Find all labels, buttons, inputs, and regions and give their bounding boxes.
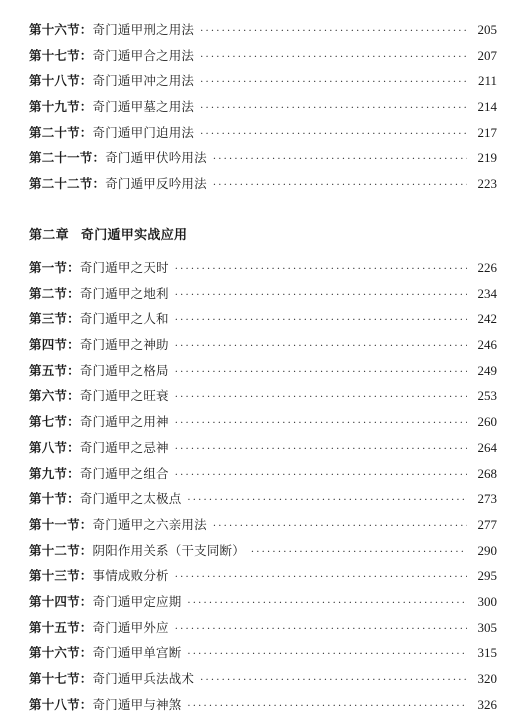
section-title: 奇门遁甲兵法战术 (92, 671, 195, 686)
section-number: 第十六节： (29, 22, 93, 37)
page-number: 273 (477, 491, 497, 507)
section-title: 奇门遁甲合之用法 (92, 47, 195, 63)
toc-section-chapter2 (29, 255, 497, 717)
page-number: 253 (477, 388, 497, 404)
chapter-heading (29, 224, 187, 243)
toc-entry (29, 512, 497, 538)
toc-entry (29, 306, 497, 332)
section-title: 奇门遁甲刑之用法 (92, 22, 195, 37)
toc-entry (29, 17, 497, 43)
toc-entry-label (29, 281, 169, 307)
page-number: 207 (477, 47, 497, 63)
page-number: 290 (477, 542, 497, 558)
toc-entry-label (29, 538, 245, 564)
dot-leader (200, 122, 467, 148)
dot-leader (175, 385, 467, 411)
chapter-number: 第二章 (29, 228, 69, 243)
section-number: 第六节： (29, 388, 80, 404)
toc-entry-label (29, 306, 169, 332)
toc-entry (29, 640, 497, 666)
dot-leader (200, 96, 467, 122)
dot-leader (187, 591, 467, 617)
dot-leader (175, 334, 467, 360)
toc-entry (29, 68, 497, 94)
toc-entry-label (29, 589, 181, 615)
section-title: 奇门遁甲反吟用法 (105, 176, 207, 192)
section-number: 第十八节： (29, 73, 93, 89)
section-title: 奇门遁甲伏吟用法 (105, 150, 207, 166)
dot-leader (200, 70, 467, 96)
toc-entry (29, 435, 497, 461)
toc-entry (29, 358, 497, 384)
section-number: 第十二节： (29, 542, 93, 558)
dot-leader (251, 540, 467, 566)
page-number: 295 (477, 568, 497, 584)
toc-entry (29, 120, 497, 146)
toc-entry (29, 409, 497, 435)
dot-leader (213, 514, 467, 540)
page-number: 277 (477, 516, 497, 532)
toc-entry-label (29, 640, 181, 666)
section-title: 奇门遁甲之组合 (79, 465, 169, 481)
toc-entry-label (29, 68, 194, 94)
toc-entry (29, 94, 497, 120)
section-title: 阴阳作用关系（干支同断） (92, 542, 245, 558)
toc-entry (29, 615, 497, 641)
chapter-title: 奇门遁甲实战应用 (80, 228, 188, 243)
dot-leader (175, 411, 467, 437)
section-number: 第十七节： (29, 47, 93, 63)
section-number: 第十节： (29, 491, 80, 507)
page-number: 242 (477, 311, 497, 327)
toc-entry-label (29, 409, 169, 435)
dot-leader (187, 642, 467, 668)
section-title: 奇门遁甲与神煞 (92, 696, 182, 712)
dot-leader (175, 360, 467, 386)
dot-leader (213, 173, 467, 199)
section-number: 第八节： (29, 439, 80, 455)
toc-entry-label (29, 17, 194, 43)
section-title: 奇门遁甲外应 (92, 619, 169, 635)
toc-entry-label (29, 692, 181, 718)
section-number: 第十四节： (29, 593, 93, 609)
section-number: 第二十二节： (29, 176, 106, 192)
section-number: 第九节： (29, 465, 80, 481)
page-number: 246 (477, 337, 497, 353)
toc-entry (29, 692, 497, 718)
toc-entry-label (29, 666, 194, 692)
page-number: 214 (477, 99, 497, 115)
page-number: 264 (477, 439, 497, 455)
toc-entry-label (29, 563, 169, 589)
toc-entry-label (29, 145, 207, 171)
section-number: 第十九节： (29, 99, 93, 115)
section-title: 奇门遁甲之太极点 (79, 491, 182, 507)
toc-entry-label (29, 120, 194, 146)
dot-leader (213, 147, 467, 173)
toc-entry-label (29, 615, 169, 641)
toc-entry-label (29, 435, 169, 461)
section-title: 奇门遁甲之神助 (79, 337, 169, 353)
dot-leader (175, 283, 467, 309)
page-number: 211 (477, 73, 497, 89)
toc-entry (29, 171, 497, 197)
section-title: 奇门遁甲定应期 (92, 593, 182, 609)
toc-entry (29, 281, 497, 307)
dot-leader (175, 308, 467, 334)
section-title: 奇门遁甲冲之用法 (92, 73, 195, 89)
dot-leader (175, 617, 467, 643)
page-number: 234 (477, 285, 497, 301)
section-number: 第十八节： (29, 696, 93, 712)
dot-leader (200, 45, 467, 71)
section-number: 第一节： (29, 260, 80, 275)
section-number: 第四节： (29, 337, 80, 353)
section-number: 第十三节： (29, 568, 93, 584)
section-title: 奇门遁甲之旺衰 (79, 388, 169, 404)
toc-entry (29, 589, 497, 615)
section-title: 奇门遁甲墓之用法 (92, 99, 195, 115)
section-number: 第十六节： (29, 645, 93, 661)
section-title: 奇门遁甲之地利 (79, 285, 169, 301)
page-number: 315 (477, 645, 497, 661)
toc-entry-label (29, 94, 194, 120)
section-number: 第二节： (29, 285, 80, 301)
section-title: 奇门遁甲之格局 (79, 362, 169, 378)
page-number: 217 (477, 124, 497, 140)
toc-entry-label (29, 332, 169, 358)
toc-entry-label (29, 383, 169, 409)
section-title: 奇门遁甲单宫断 (92, 645, 182, 661)
section-number: 第二十节： (29, 124, 93, 140)
toc-entry (29, 563, 497, 589)
toc-entry-label (29, 255, 169, 281)
section-title: 奇门遁甲之忌神 (79, 439, 169, 455)
section-number: 第三节： (29, 311, 80, 327)
dot-leader (187, 694, 467, 719)
toc-entry (29, 332, 497, 358)
toc-entry (29, 538, 497, 564)
section-number: 第十五节： (29, 619, 93, 635)
toc-entry-label (29, 43, 194, 69)
page-number: 268 (477, 465, 497, 481)
section-title: 奇门遁甲之用神 (79, 414, 169, 430)
section-title: 奇门遁甲之天时 (79, 260, 169, 275)
page-number: 249 (477, 362, 497, 378)
page-number: 205 (477, 22, 497, 37)
toc-entry-label (29, 461, 169, 487)
section-number: 第五节： (29, 362, 80, 378)
toc-entry (29, 383, 497, 409)
dot-leader (200, 19, 467, 45)
toc-entry (29, 43, 497, 69)
page-number: 223 (477, 176, 497, 192)
page-number: 300 (477, 593, 497, 609)
dot-leader (175, 257, 467, 283)
dot-leader (175, 463, 467, 489)
toc-entry-label (29, 486, 181, 512)
page-number: 260 (477, 414, 497, 430)
page-number: 219 (477, 150, 497, 166)
section-number: 第十七节： (29, 671, 93, 686)
toc-entry-label (29, 512, 207, 538)
dot-leader (200, 668, 467, 694)
page-number: 226 (477, 260, 497, 275)
toc-entry-label (29, 171, 207, 197)
dot-leader (175, 565, 467, 591)
toc-entry (29, 255, 497, 281)
section-title: 奇门遁甲之六亲用法 (92, 516, 207, 532)
section-number: 第二十一节： (29, 150, 106, 166)
dot-leader (175, 437, 467, 463)
toc-entry-label (29, 358, 169, 384)
section-title: 奇门遁甲门迫用法 (92, 124, 195, 140)
section-number: 第十一节： (29, 516, 93, 532)
toc-section-chapter1-tail (29, 17, 497, 197)
section-title: 事情成败分析 (92, 568, 169, 584)
toc-entry (29, 486, 497, 512)
page-number: 305 (477, 619, 497, 635)
toc-entry (29, 145, 497, 171)
page-number: 326 (477, 696, 497, 712)
section-number: 第七节： (29, 414, 80, 430)
section-title: 奇门遁甲之人和 (79, 311, 169, 327)
page-number: 320 (477, 671, 497, 686)
dot-leader (187, 488, 467, 514)
toc-entry (29, 461, 497, 487)
toc-entry (29, 666, 497, 692)
